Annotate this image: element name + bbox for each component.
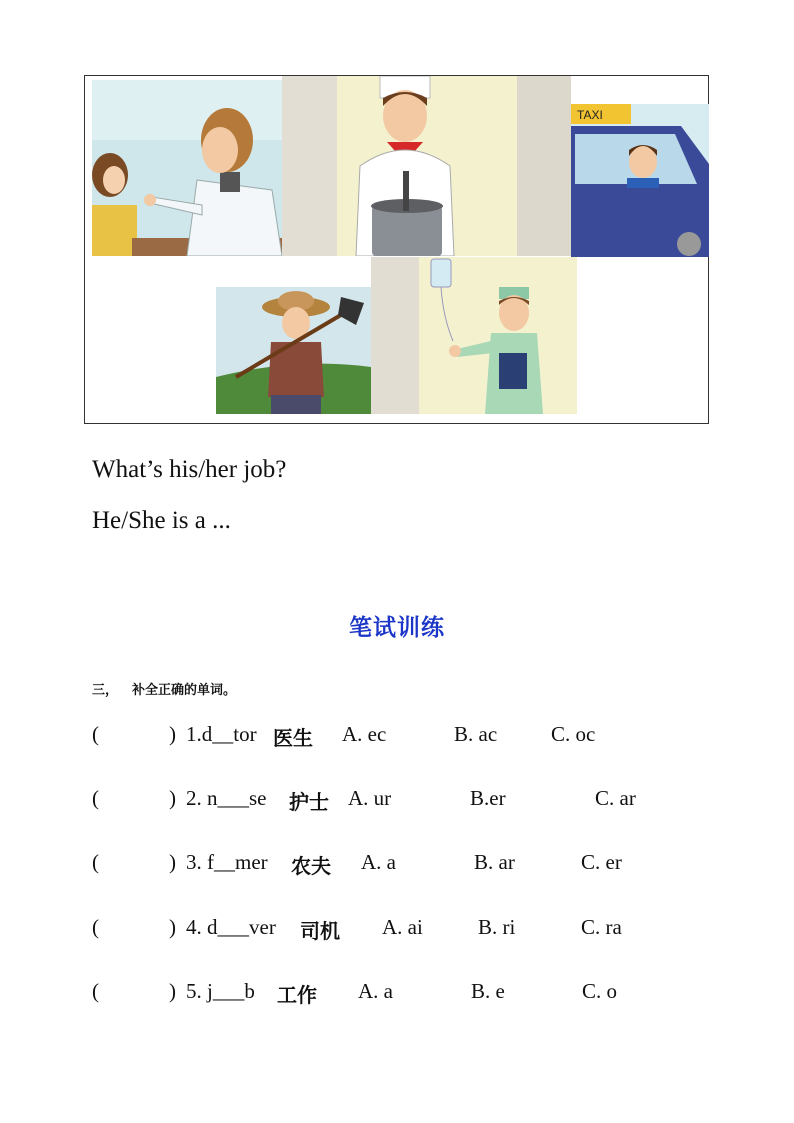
option-c: C. o: [582, 979, 618, 1003]
nurse-picture: [371, 257, 577, 414]
exercise-item: [0, 722, 794, 752]
option-a: A. a: [358, 979, 393, 1003]
answer-paren-close: ): [169, 786, 176, 810]
answer-paren-close: ): [169, 979, 176, 1003]
option-a: A. ec: [342, 722, 387, 746]
instruction-text: 补全正确的单词。: [132, 683, 237, 698]
option-b: B.er: [470, 786, 506, 810]
option-a: A. a: [361, 850, 396, 874]
chef-picture: [282, 76, 571, 256]
exercise-item: [0, 850, 794, 880]
option-b: B. e: [471, 979, 505, 1003]
item-chinese: 司机: [300, 919, 340, 943]
option-b: B. ar: [474, 850, 515, 874]
exercise-item: [0, 786, 794, 816]
answer-paren-open: (: [92, 786, 99, 810]
answer-paren-open: (: [92, 979, 99, 1003]
item-word: 5. j___b: [186, 979, 255, 1003]
taxi-sign-text: TAXI: [577, 108, 603, 122]
option-b: B. ri: [478, 915, 516, 939]
item-word: 2. n___se: [186, 786, 267, 810]
item-word: 1.d__tor: [186, 722, 257, 746]
exercise-instruction: [92, 679, 250, 698]
option-c: C. ar: [595, 786, 636, 810]
option-c: C. oc: [551, 722, 596, 746]
section-title: 笔试训练: [349, 615, 445, 641]
answer-paren-open: (: [92, 915, 99, 939]
option-a: A. ur: [348, 786, 392, 810]
exercise-item: [0, 915, 794, 945]
answer-paren-open: (: [92, 850, 99, 874]
item-word: 4. d___ver: [186, 915, 276, 939]
option-c: C. er: [581, 850, 622, 874]
exercise-item: [0, 979, 794, 1009]
question-line: What’s his/her job?: [92, 456, 287, 483]
option-c: C. ra: [581, 915, 622, 939]
job-pictures-frame: [84, 75, 709, 424]
farmer-picture: [216, 287, 371, 414]
doctor-picture: [92, 80, 282, 256]
answer-paren-open: (: [92, 722, 99, 746]
item-word: 3. f__mer: [186, 850, 268, 874]
item-chinese: 农夫: [291, 854, 331, 878]
answer-paren-close: ): [169, 850, 176, 874]
taxi-driver-picture: [571, 104, 709, 257]
item-chinese: 护士: [289, 790, 329, 814]
item-chinese: 工作: [277, 983, 317, 1007]
answer-pattern-line: He/She is a ...: [92, 507, 231, 534]
item-chinese: 医生: [273, 726, 313, 750]
option-a: A. ai: [382, 915, 423, 939]
answer-paren-close: ): [169, 915, 176, 939]
section-number: 三，: [92, 683, 119, 698]
option-b: B. ac: [454, 722, 498, 746]
answer-paren-close: ): [169, 722, 176, 746]
